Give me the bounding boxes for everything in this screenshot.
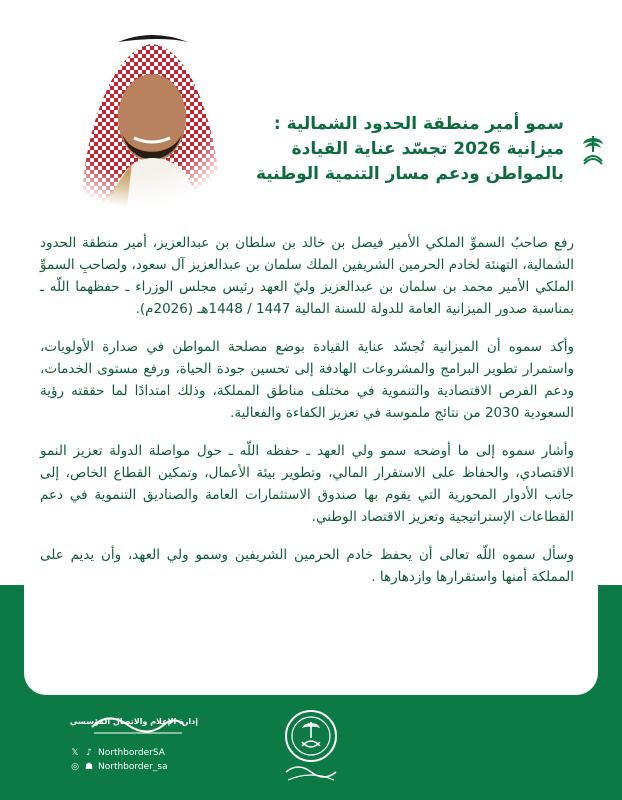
- page-title: [234, 112, 564, 187]
- palm-swords-icon: [580, 134, 606, 168]
- title-line-3: بالمواطن ودعم مسار التنمية الوطنية: [255, 164, 564, 184]
- social-handle-2: Northborder_sa: [98, 762, 168, 772]
- social-handle-1: NorthborderSA: [98, 748, 165, 758]
- article-body: [40, 232, 574, 604]
- tiktok-icon: ♪: [86, 748, 92, 758]
- x-icon: 𝕏: [71, 748, 79, 758]
- paragraph-3: وأشار سموه إلى ما أوضحه سمو ولي العهد ـ حفظه اللّه ـ حول مواصلة الدولة تعزيز النمو الاقتصادي، والحفاظ على الاستقرار المالي، وتطوير بيئة الأعمال، وتمكين القطاع الخاص، إلى جانب الأدوار المحورية التي يقوم بها صندوق الاستثمارات العامة والصناديق التنموية في دعم القطاعات الإستراتيجية وتعزيز الاقتصاد الوطني.: [40, 443, 574, 525]
- snapchat-icon: ☗: [84, 762, 94, 772]
- brand-logo: [69, 705, 198, 739]
- brand-text: إدارة الإعلام والاتصال المؤسسي: [69, 717, 198, 726]
- paragraph-4: وسأل سموه اللّه تعالى أن يحفظ خادم الحرمين الشريفين وسمو ولي العهد، وأن يديم على المملكة أمنها واستقرارها وازدهارها .: [40, 547, 574, 585]
- paragraph-1: رفع صاحبُ السموِّ الملكي الأمير فيصل بن خالد بن سلطان بن عبدالعزيز، أمير منطقة الحدود الشمالية، التهنئة لخادم الحرمين الشريفين الملك سلمان بن عبدالعزيز آل سعود، ولصاحبِ السموِّ الملكي الأمير محمد بن سلمان بن عبدالعزيز وليّ العهد رئيس مجلس الوزراء ـ حفظهما اللّه ـ بمناسبة صدور الميزانية العامة للدولة للسنة المالية 1447 / 1448هـ (2026م).: [40, 235, 574, 317]
- social-links: [70, 746, 168, 774]
- instagram-icon: ◎: [71, 762, 79, 772]
- social-row-2[interactable]: [70, 760, 168, 774]
- title-line-2: ميزانية 2026 تجسّد عناية القيادة: [291, 139, 564, 159]
- paragraph-2: وأكد سموه أن الميزانية تُجسّد عناية القيادة بوضع مصلحة المواطن في صدارة الأولويات، واستمرار تطوير البرامج والمشروعات الهادفة إلى تحسين جودة الحياة، ورفع مستوى الخدمات، ودعم الفرص الاقتصادية والتنموية في مختلف مناطق المملكة، وذلك امتدادًا لما حققته رؤية السعودية 2030 من نتائج ملموسة في تعزيز الكفاءة والفعالية.: [40, 339, 574, 421]
- portrait-image: [42, 18, 232, 208]
- emirate-seal-icon: [278, 706, 344, 790]
- footer: [0, 700, 622, 800]
- title-line-1: سمو أمير منطقة الحدود الشمالية :: [273, 114, 564, 134]
- social-row-1[interactable]: [70, 746, 168, 760]
